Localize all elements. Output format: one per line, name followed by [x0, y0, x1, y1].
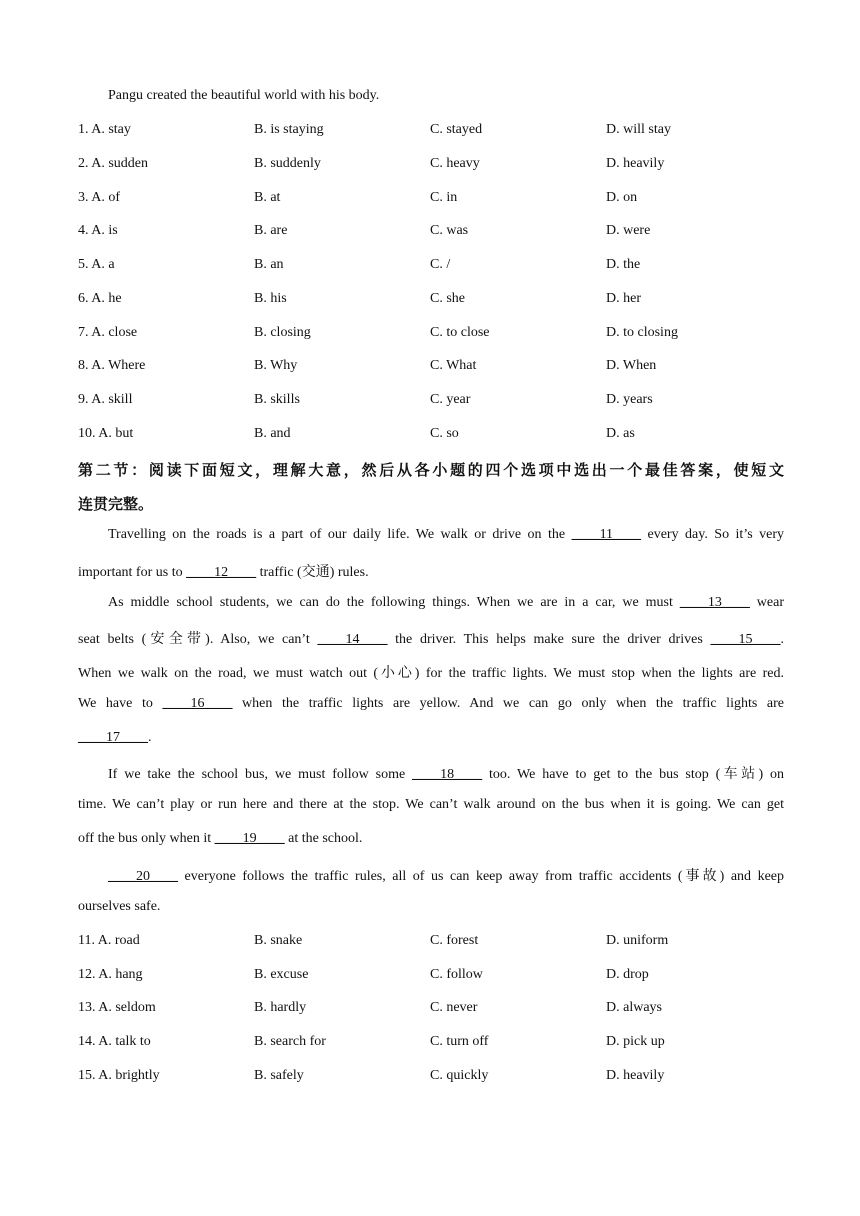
- option-c: C. stayed: [430, 122, 483, 137]
- passage-line: seat belts (安全带). Also, we can’t ____14____ the driver. This helps make sure the driver drives ____15____.: [78, 632, 784, 647]
- option-a: 4. A. is: [78, 223, 118, 238]
- option-d: D. the: [606, 257, 641, 272]
- passage-line: time. We can’t play or run here and there at the stop. We can’t walk around on the bus when it is going. We can get: [78, 797, 784, 812]
- option-b: B. an: [254, 257, 284, 272]
- option-a: 11. A. road: [78, 933, 140, 948]
- blank-17: ____17____: [78, 730, 148, 745]
- option-a: 14. A. talk to: [78, 1034, 151, 1049]
- passage-line: off the bus only when it ____19____ at the school.: [78, 831, 363, 846]
- question-row: [0, 223, 860, 243]
- intro-sentence: Pangu created the beautiful world with his body.: [108, 88, 380, 103]
- passage-line: ourselves safe.: [78, 899, 161, 914]
- option-c: C. never: [430, 1000, 478, 1015]
- option-b: B. snake: [254, 933, 303, 948]
- passage-line: We have to ____16____ when the traffic lights are yellow. And we can go only when the traffic lights are: [78, 696, 785, 711]
- option-c: C. follow: [430, 967, 483, 982]
- option-b: B. closing: [254, 325, 311, 340]
- option-a: 15. A. brightly: [78, 1068, 160, 1083]
- question-row: [0, 1000, 860, 1020]
- option-d: D. were: [606, 223, 651, 238]
- option-d: D. drop: [606, 967, 649, 982]
- option-a: 6. A. he: [78, 291, 122, 306]
- question-row: [0, 122, 860, 142]
- passage-line: When we walk on the road, we must watch out (小心) for the traffic lights. We must stop when the lights are red.: [78, 666, 784, 681]
- blank-13: ____13____: [679, 595, 750, 610]
- blank-15: ____15____: [710, 632, 781, 647]
- option-a: 5. A. a: [78, 257, 115, 272]
- option-d: D. always: [606, 1000, 662, 1015]
- option-c: C. forest: [430, 933, 479, 948]
- option-a: 13. A. seldom: [78, 1000, 156, 1015]
- option-b: B. is staying: [254, 122, 324, 137]
- option-c: C. quickly: [430, 1068, 489, 1083]
- question-row: [0, 933, 860, 953]
- option-b: B. at: [254, 190, 281, 205]
- question-row: [0, 1034, 860, 1054]
- question-row: [0, 1068, 860, 1088]
- blank-18: ____18____: [412, 767, 483, 782]
- blank-11: ____11____: [571, 527, 642, 542]
- option-b: B. excuse: [254, 967, 309, 982]
- blank-12: ____12____: [186, 565, 257, 580]
- option-d: D. years: [606, 392, 653, 407]
- passage-line: If we take the school bus, we must follow some ____18____ too. We have to get to the bus stop (车站) on: [108, 767, 785, 782]
- option-c: C. /: [430, 257, 451, 272]
- blank-19: ____19____: [214, 831, 285, 846]
- option-a: 10. A. but: [78, 426, 134, 441]
- question-row: [0, 426, 860, 446]
- option-b: B. search for: [254, 1034, 326, 1049]
- question-row: [0, 291, 860, 311]
- option-a: 12. A. hang: [78, 967, 143, 982]
- section2-heading: [78, 453, 784, 521]
- option-a: 7. A. close: [78, 325, 138, 340]
- blank-20: ____20____: [108, 869, 178, 884]
- blank-16: ____16____: [162, 696, 233, 711]
- passage-line: ____17____.: [78, 730, 152, 745]
- option-c: C. was: [430, 223, 469, 238]
- option-c: C. in: [430, 190, 458, 205]
- option-b: B. Why: [254, 358, 298, 373]
- option-b: B. suddenly: [254, 156, 321, 171]
- question-row: [0, 392, 860, 412]
- option-d: D. pick up: [606, 1034, 665, 1049]
- option-c: C. heavy: [430, 156, 480, 171]
- question-row: [0, 190, 860, 210]
- passage-line: important for us to ____12____ traffic (交通) rules.: [78, 565, 369, 580]
- option-c: C. she: [430, 291, 465, 306]
- passage-line: As middle school students, we can do the following things. When we are in a car, we must ____13____ wear: [108, 595, 784, 610]
- question-row: [0, 156, 860, 176]
- passage-line: ____20____ everyone follows the traffic rules, all of us can keep away from traffic accidents (事故) and keep: [108, 869, 784, 884]
- option-d: D. on: [606, 190, 638, 205]
- option-d: D. to closing: [606, 325, 678, 340]
- section2-heading-line2: 连贯完整。: [78, 495, 154, 513]
- option-d: D. uniform: [606, 933, 669, 948]
- option-a: 3. A. of: [78, 190, 120, 205]
- option-a: 9. A. skill: [78, 392, 133, 407]
- option-b: B. are: [254, 223, 288, 238]
- option-b: B. hardly: [254, 1000, 307, 1015]
- option-c: C. to close: [430, 325, 490, 340]
- option-a: 1. A. stay: [78, 122, 131, 137]
- option-a: 8. A. Where: [78, 358, 146, 373]
- option-c: C. year: [430, 392, 471, 407]
- option-c: C. so: [430, 426, 459, 441]
- option-a: 2. A. sudden: [78, 156, 148, 171]
- option-d: D. heavily: [606, 156, 665, 171]
- option-b: B. skills: [254, 392, 300, 407]
- option-d: D. When: [606, 358, 657, 373]
- option-d: D. will stay: [606, 122, 671, 137]
- option-b: B. safely: [254, 1068, 304, 1083]
- question-row: [0, 967, 860, 987]
- option-d: D. heavily: [606, 1068, 665, 1083]
- question-row: [0, 358, 860, 378]
- question-row: [0, 257, 860, 277]
- option-d: D. as: [606, 426, 635, 441]
- option-b: B. and: [254, 426, 291, 441]
- option-c: C. What: [430, 358, 477, 373]
- option-d: D. her: [606, 291, 641, 306]
- blank-14: ____14____: [317, 632, 388, 647]
- option-c: C. turn off: [430, 1034, 489, 1049]
- section2-heading-line1: 第二节：阅读下面短文，理解大意，然后从各小题的四个选项中选出一个最佳答案，使短文: [78, 461, 784, 479]
- passage-line: Travelling on the roads is a part of our daily life. We walk or drive on the ____11____ every day. So it’s very: [108, 527, 784, 542]
- option-b: B. his: [254, 291, 287, 306]
- question-row: [0, 325, 860, 345]
